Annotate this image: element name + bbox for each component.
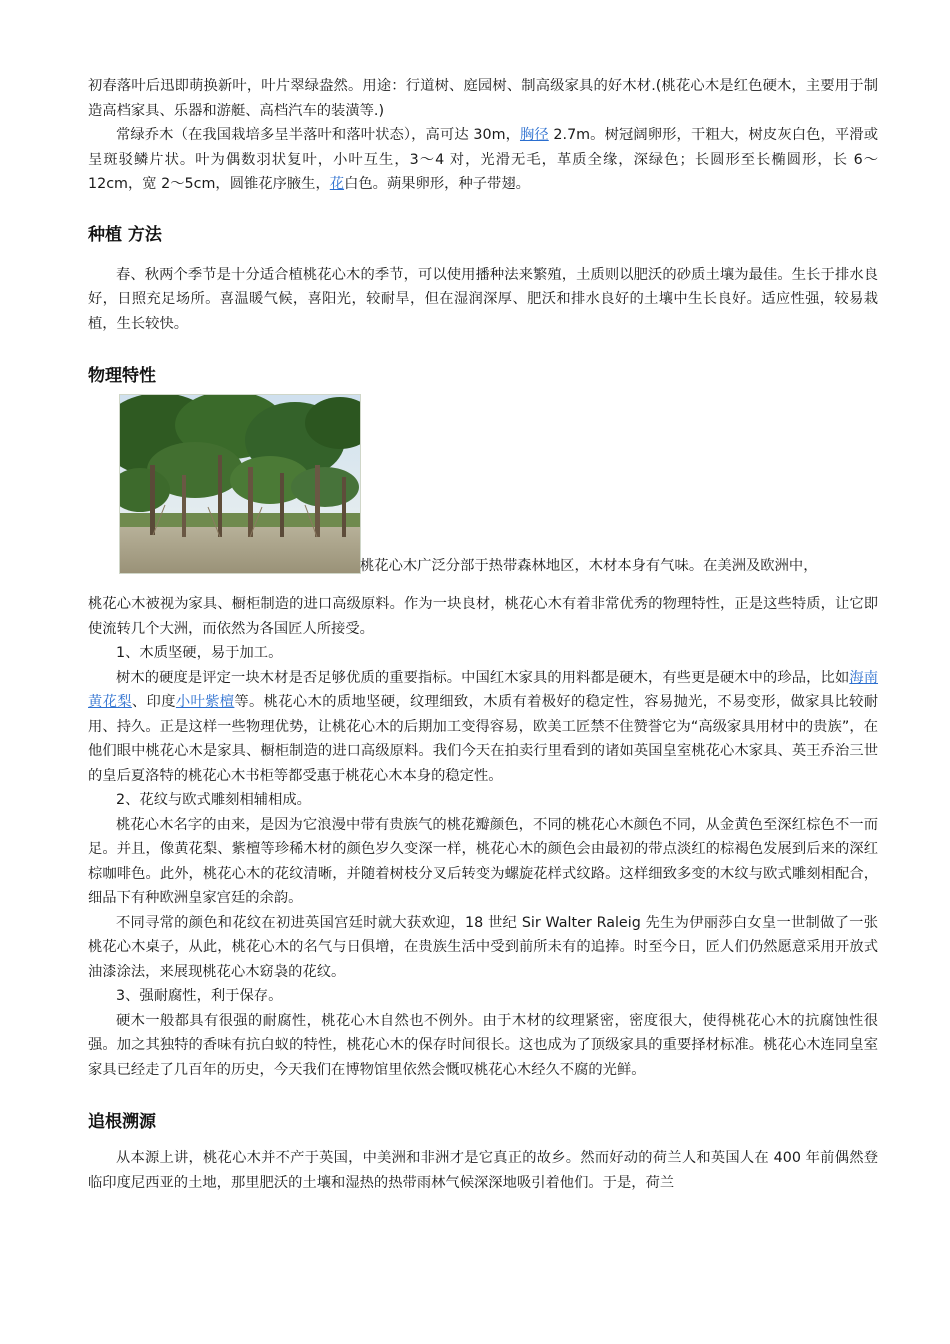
physical-item-1: 1、木质坚硬，易于加工。: [116, 645, 283, 661]
origin-paragraph: 从本源上讲，桃花心木并不产于英国，中美洲和非洲才是它真正的故乡。然而好动的荷兰人和英国人在 400 年前偶然登临印度尼西亚的土地，那里肥沃的土壤和湿热的热带雨林气候深深地吸引着他们。于是，荷兰: [88, 1150, 878, 1191]
heading-origin: 追根溯源: [88, 1112, 156, 1132]
intro-paragraph-1: 初春落叶后迅即萌换新叶，叶片翠绿盎然。用途：行道树、庭园树、制高级家具的好木材.(桃花心木是红色硬木，主要用于制造高档家具、乐器和游艇、高档汽车的装潢等.): [88, 78, 878, 119]
document-page: [88, 74, 878, 1195]
heading-physical: 物理特性: [88, 366, 156, 386]
physical-paragraph-1: 桃花心木被视为家具、橱柜制造的进口高级原料。作为一块良材，桃花心木有着非常优秀的物理特性，正是这些特质，让它即使流转几个大洲，而依然为各国匠人所接受。: [88, 596, 878, 637]
physical-item-2: 2、花纹与欧式雕刻相辅相成。: [116, 792, 311, 808]
intro-text-c: 白色。蒴果卵形，种子带翅。: [344, 176, 530, 192]
physical-text-c: 等。桃花心木的质地坚硬，纹理细致，木质有着极好的稳定性，容易抛光，不易变形，做家具比较耐用、持久。正是这样一些物理优势，让桃花心木的后期加工变得容易，欧美工匠禁不住赞誉它为“高级家具用材中的贵族”，在他们眼中桃花心木是家具、橱柜制造的进口高级原料。我们今天在拍卖行里看到的诸如英国皇室桃花心木家具、英王乔治三世的皇后夏洛特的桃花心木书柜等都受惠于桃花心木本身的稳定性。: [88, 694, 879, 784]
physical-text-a: 树木的硬度是评定一块木材是否足够优质的重要指标。中国红木家具的用料都是硬木，有些更是硬木中的珍品，比如: [116, 669, 850, 686]
physical-paragraph-3: 桃花心木名字的由来，是因为它浪漫中带有贵族气的桃花瓣颜色，不同的桃花心木颜色不同，从金黄色至深红棕色不一而足。并且，像黄花梨、紫檀等珍稀木材的颜色岁久变深一样，桃花心木的颜色会由最初的带点淡红的棕褐色发展到后来的深红棕咖啡色。此外，桃花心木的花纹清晰，并随着树枝分叉后转变为螺旋花样式纹路。这样细致多变的木纹与欧式雕刻相配合，细品下有种欧洲皇家宫廷的余韵。: [88, 816, 878, 906]
photo-row: [88, 394, 878, 574]
physical-text-b: 、印度: [131, 694, 176, 710]
physical-item-3: 3、强耐腐性，利于保存。: [116, 988, 283, 1004]
physical-paragraph-2: [88, 666, 878, 789]
link-hainan-huanghuali[interactable]: 海南黄花梨: [88, 669, 879, 710]
planting-paragraph: 春、秋两个季节是十分适合植桃花心木的季节，可以使用播种法来繁殖，土质则以肥沃的砂质土壤为最佳。生长于排水良好，日照充足场所。喜温暖气候，喜阳光，较耐旱，但在湿润深厚、肥沃和排水良好的土壤中生长良好。适应性强，较易栽植，生长较快。: [88, 266, 878, 332]
intro-paragraph-2: [88, 123, 878, 197]
link-hua[interactable]: 花: [329, 176, 345, 192]
heading-planting: 种植 方法: [88, 224, 162, 245]
physical-paragraph-5: 硬木一般都具有很强的耐腐性，桃花心木自然也不例外。由于木材的纹理紧密，密度很大，使得桃花心木的抗腐蚀性很强。加之其独特的香味有抗白蚁的特性，桃花心木的保存时间很长。这也成为了顶级家具的重要择材标准。桃花心木连同皇室家具已经走了几百年的历史，今天我们在博物馆里依然会慨叹桃花心木经久不腐的光鲜。: [88, 1012, 878, 1078]
intro-text-b: 2.7m。树冠阔卵形，干粗大，树皮灰白色，平滑或呈斑驳鳞片状。叶为偶数羽状复叶，小叶互生，3～4 对，光滑无毛，革质全缘，深绿色；长圆形至长椭圆形，长 6～12cm，宽 2～5cm，圆锥花序腋生，: [88, 127, 878, 192]
mahogany-trees-photo: [119, 394, 361, 574]
link-xiongjing[interactable]: 胸径: [519, 127, 549, 143]
physical-paragraph-4: 不同寻常的颜色和花纹在初进英国宫廷时就大获欢迎，18 世纪 Sir Walter Raleig 先生为伊丽莎白女皇一世制做了一张桃花心木桌子，从此，桃花心木的名气与日俱增，在贵族生活中受到前所未有的追捧。时至今日，匠人们仍然愿意采用开放式油漆涂法，来展现桃花心木窈袅的花纹。: [88, 914, 878, 980]
link-xiaoye-zitan[interactable]: 小叶紫檀: [175, 694, 235, 710]
photo-side-text: 桃花心木广泛分部于热带森林地区，木材本身有气味。在美洲及欧洲中，: [360, 558, 818, 574]
intro-text-a: 常绿乔木（在我国栽培多呈半落叶和落叶状态），高可达 30m，: [116, 127, 520, 143]
